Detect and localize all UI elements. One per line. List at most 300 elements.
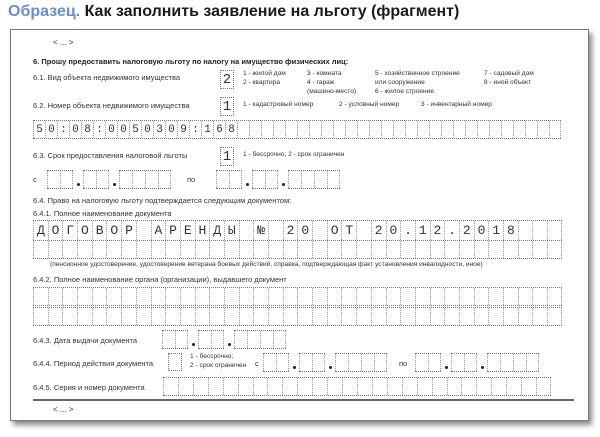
char-cell — [518, 221, 533, 240]
char-cell: 8 — [503, 221, 518, 240]
s61-opt-3: 3 - комната — [307, 70, 342, 77]
char-cell: 0 — [141, 121, 153, 138]
char-cell — [301, 171, 314, 188]
char-cell — [151, 288, 166, 305]
char-cell: Д — [209, 221, 224, 240]
char-cell — [312, 288, 327, 305]
char-cell: . — [400, 221, 415, 240]
char-cell — [163, 378, 178, 395]
date-separator-dot — [293, 366, 296, 369]
issuer-field-2[interactable] — [33, 307, 562, 326]
char-cell — [136, 221, 151, 240]
s641-label: 6.4.1. Полное наименование документа — [33, 209, 172, 218]
char-cell — [537, 121, 549, 138]
char-cell — [386, 308, 401, 325]
char-cell — [261, 121, 273, 138]
char-cell — [459, 241, 474, 258]
s643-label: 6.4.3. Дата выдачи документа — [33, 336, 138, 345]
char-cell — [447, 378, 462, 395]
char-cell: 5 — [33, 121, 45, 138]
char-cell: 5 — [129, 121, 141, 138]
s62-value-field[interactable]: 1 — [220, 97, 234, 116]
char-cell — [239, 288, 254, 305]
document-name-field[interactable] — [33, 220, 562, 241]
char-cell — [132, 171, 145, 188]
char-cell — [238, 378, 253, 395]
char-cell: А — [151, 221, 166, 240]
char-cell: 8 — [225, 121, 237, 138]
char-cell — [121, 308, 136, 325]
char-cell — [62, 308, 77, 325]
char-cell — [506, 378, 521, 395]
char-cell — [224, 308, 239, 325]
char-cell: : — [57, 121, 69, 138]
char-cell: 1 — [415, 221, 430, 240]
char-cell — [521, 378, 536, 395]
char-cell — [453, 121, 465, 138]
char-cell — [151, 241, 166, 258]
char-cell: 2 — [371, 221, 386, 240]
date-separator-dot — [228, 343, 231, 346]
date-group[interactable] — [487, 353, 539, 372]
char-cell — [371, 241, 386, 258]
s62-opt-1: 1 - кадастровый номер — [243, 101, 314, 108]
char-cell: Г — [62, 221, 77, 240]
series-number-field[interactable] — [163, 377, 551, 396]
char-cell — [417, 121, 429, 138]
char-cell — [474, 308, 489, 325]
char-cell — [239, 308, 254, 325]
char-cell — [369, 121, 381, 138]
char-cell — [252, 171, 265, 188]
char-cell — [312, 221, 327, 240]
char-cell — [178, 378, 193, 395]
char-cell — [532, 221, 547, 240]
char-cell — [536, 378, 551, 395]
char-cell — [477, 121, 489, 138]
char-cell — [299, 354, 312, 371]
char-cell — [193, 378, 208, 395]
s644-to-label: по — [399, 359, 408, 368]
char-cell — [312, 354, 325, 371]
char-cell — [273, 331, 286, 348]
char-cell: Т — [341, 221, 356, 240]
s61-opt-8: 8 - иной объект — [484, 79, 532, 86]
char-cell: : — [93, 121, 105, 138]
char-cell: Д — [33, 221, 48, 240]
char-cell — [518, 308, 533, 325]
char-cell — [444, 308, 459, 325]
char-cell — [491, 378, 506, 395]
s644-from-label: с — [255, 359, 259, 368]
date-separator-dot — [329, 366, 332, 369]
ellipsis-bottom: < ... > — [53, 405, 74, 414]
char-cell — [224, 288, 239, 305]
s62-opt-2: 2 - условный номер — [339, 101, 400, 108]
char-cell — [312, 308, 327, 325]
char-cell — [487, 354, 500, 371]
char-cell — [489, 121, 501, 138]
char-cell — [162, 331, 175, 348]
char-cell — [405, 121, 417, 138]
char-cell — [341, 241, 356, 258]
char-cell: 9 — [177, 121, 189, 138]
char-cell — [297, 308, 312, 325]
char-cell — [503, 241, 518, 258]
char-cell — [488, 288, 503, 305]
char-cell — [180, 241, 195, 258]
char-cell — [465, 121, 477, 138]
s644-opt-2: 2 - срок ограничен — [190, 362, 247, 369]
char-cell — [501, 121, 513, 138]
char-cell — [503, 308, 518, 325]
char-cell — [488, 241, 503, 258]
date-group[interactable] — [299, 353, 325, 372]
document-name-field-2[interactable] — [33, 240, 562, 259]
char-cell — [268, 288, 283, 305]
char-cell — [282, 378, 297, 395]
char-cell: О — [77, 221, 92, 240]
char-cell — [297, 288, 312, 305]
char-cell: 3 — [153, 121, 165, 138]
date-separator-dot — [77, 183, 80, 186]
char-cell — [180, 288, 195, 305]
char-cell — [253, 378, 268, 395]
char-cell — [175, 331, 188, 348]
char-cell: 1 — [201, 121, 213, 138]
char-cell — [165, 288, 180, 305]
s61-opt-6: 6 - жилое строение — [375, 88, 435, 95]
object-number-field[interactable] — [33, 120, 561, 139]
date-group[interactable] — [119, 170, 171, 189]
char-cell — [341, 288, 356, 305]
char-cell: В — [92, 221, 107, 240]
char-cell — [106, 308, 121, 325]
char-cell — [195, 288, 210, 305]
char-cell: : — [189, 121, 201, 138]
char-cell: 2 — [459, 221, 474, 240]
char-cell — [348, 354, 361, 371]
char-cell: О — [327, 221, 342, 240]
char-cell: 0 — [45, 121, 57, 138]
char-cell — [151, 308, 166, 325]
char-cell — [253, 308, 268, 325]
char-cell — [371, 288, 386, 305]
char-cell: 0 — [69, 121, 81, 138]
char-cell — [547, 308, 562, 325]
char-cell — [547, 241, 562, 258]
char-cell — [297, 241, 312, 258]
char-cell — [62, 241, 77, 258]
char-cell — [268, 241, 283, 258]
date-group[interactable] — [288, 170, 340, 189]
char-cell — [195, 308, 210, 325]
char-cell — [327, 171, 340, 188]
char-cell — [518, 241, 533, 258]
s645-label: 6.4.5. Серия и номер документа — [33, 383, 145, 392]
char-cell — [195, 241, 210, 258]
char-cell: № — [253, 221, 268, 240]
char-cell — [356, 288, 371, 305]
char-cell — [441, 121, 453, 138]
s61-opt-2: 2 - квартира — [243, 79, 281, 86]
char-cell — [356, 241, 371, 258]
char-cell: О — [48, 221, 63, 240]
char-cell: 0 — [386, 221, 401, 240]
char-cell — [237, 121, 249, 138]
date-separator-dot — [192, 343, 195, 346]
char-cell — [356, 221, 371, 240]
char-cell — [415, 288, 430, 305]
char-cell — [513, 121, 525, 138]
date-group[interactable] — [47, 170, 73, 189]
s61-value-field[interactable]: 2 — [220, 70, 234, 89]
char-cell — [209, 308, 224, 325]
char-cell — [393, 121, 405, 138]
char-cell — [276, 354, 289, 371]
char-cell: 0 — [165, 121, 177, 138]
char-cell: . — [444, 221, 459, 240]
char-cell — [253, 288, 268, 305]
char-cell — [357, 378, 372, 395]
char-cell — [372, 378, 387, 395]
char-cell — [321, 121, 333, 138]
char-cell — [430, 308, 445, 325]
char-cell — [461, 378, 476, 395]
char-cell: О — [106, 221, 121, 240]
char-cell — [48, 288, 63, 305]
char-cell — [33, 288, 48, 305]
s644-value-field[interactable] — [168, 353, 182, 371]
char-cell — [223, 378, 238, 395]
s61-opt-5: 5 - хозяйственное строение — [375, 70, 460, 77]
char-cell — [145, 171, 158, 188]
char-cell — [335, 354, 348, 371]
s61-opt-1: 1 - жилой дом — [243, 70, 286, 77]
char-cell — [273, 121, 285, 138]
char-cell — [47, 171, 60, 188]
char-cell — [33, 241, 48, 258]
char-cell — [474, 288, 489, 305]
char-cell — [267, 378, 282, 395]
char-cell — [216, 171, 229, 188]
char-cell — [260, 331, 273, 348]
char-cell — [198, 331, 211, 348]
char-cell — [239, 221, 254, 240]
char-cell — [106, 288, 121, 305]
char-cell — [513, 354, 526, 371]
date-separator-dot — [246, 183, 249, 186]
char-cell — [297, 121, 309, 138]
char-cell: 0 — [297, 221, 312, 240]
char-cell — [136, 241, 151, 258]
char-cell: 0 — [105, 121, 117, 138]
char-cell — [309, 121, 321, 138]
char-cell: 8 — [81, 121, 93, 138]
char-cell: 2 — [430, 221, 445, 240]
char-cell — [415, 308, 430, 325]
char-cell — [327, 288, 342, 305]
char-cell — [62, 288, 77, 305]
date-group[interactable] — [415, 353, 441, 372]
char-cell — [253, 241, 268, 258]
date-group[interactable] — [234, 330, 286, 349]
char-cell: 6 — [213, 121, 225, 138]
char-cell — [386, 288, 401, 305]
form-sheet — [10, 29, 589, 421]
char-cell — [263, 354, 276, 371]
char-cell — [451, 354, 464, 371]
char-cell — [526, 354, 539, 371]
char-cell — [415, 241, 430, 258]
char-cell — [283, 308, 298, 325]
char-cell — [342, 378, 357, 395]
doc-hint: (пенсионное удостоверение, удостоверение ветерана боевых действий, справка, подтверждающая факт установления инвалидности, иное) — [50, 261, 483, 268]
char-cell — [224, 241, 239, 258]
char-cell — [48, 308, 63, 325]
char-cell — [549, 121, 561, 138]
char-cell — [327, 241, 342, 258]
s63-value-field[interactable]: 1 — [220, 147, 234, 166]
date-group[interactable] — [263, 353, 289, 372]
date-separator-dot — [445, 366, 448, 369]
char-cell — [464, 354, 477, 371]
char-cell — [312, 241, 327, 258]
char-cell — [136, 288, 151, 305]
s62-opt-3: 3 - инвентарный номер — [421, 101, 492, 108]
char-cell — [312, 378, 327, 395]
char-cell — [33, 308, 48, 325]
char-cell — [503, 288, 518, 305]
char-cell: 2 — [283, 221, 298, 240]
char-cell — [158, 171, 171, 188]
char-cell — [429, 121, 441, 138]
char-cell — [444, 241, 459, 258]
char-cell — [285, 121, 297, 138]
char-cell — [121, 288, 136, 305]
date-group[interactable] — [83, 170, 109, 189]
date-group[interactable] — [451, 353, 477, 372]
char-cell — [119, 171, 132, 188]
char-cell: Р — [165, 221, 180, 240]
page-title — [8, 3, 459, 21]
char-cell: Н — [195, 221, 210, 240]
char-cell — [249, 121, 261, 138]
char-cell — [357, 121, 369, 138]
char-cell — [229, 171, 242, 188]
char-cell — [121, 241, 136, 258]
date-group[interactable] — [216, 170, 242, 189]
char-cell — [415, 354, 428, 371]
char-cell — [532, 308, 547, 325]
char-cell — [211, 331, 224, 348]
char-cell — [500, 354, 513, 371]
char-cell — [400, 288, 415, 305]
char-cell — [547, 288, 562, 305]
char-cell — [361, 354, 374, 371]
s644-label: 6.4.4. Период действия документа — [33, 359, 154, 368]
char-cell — [417, 378, 432, 395]
char-cell — [265, 171, 278, 188]
date-group[interactable] — [335, 353, 387, 372]
char-cell — [430, 288, 445, 305]
char-cell — [247, 331, 260, 348]
date-group[interactable] — [198, 330, 224, 349]
char-cell: Р — [121, 221, 136, 240]
char-cell — [77, 241, 92, 258]
s63-hint: 1 - бессрочно; 2 - срок ограничен — [243, 151, 345, 158]
title-text: Как заполнить заявление на льготу (фрагмент) — [84, 3, 460, 20]
char-cell — [239, 241, 254, 258]
s644-opt-1: 1 - бессрочно; — [190, 353, 234, 360]
char-cell — [48, 241, 63, 258]
char-cell — [476, 378, 491, 395]
date-group[interactable] — [252, 170, 278, 189]
char-cell — [430, 241, 445, 258]
char-cell — [532, 241, 547, 258]
char-cell — [283, 241, 298, 258]
char-cell — [165, 308, 180, 325]
char-cell — [374, 354, 387, 371]
s64-label: 6.4. Право на налоговую льготу подтверждается следующим документом: — [33, 196, 292, 205]
char-cell — [283, 288, 298, 305]
char-cell — [92, 288, 107, 305]
title-accent: Образец. — [8, 3, 81, 20]
char-cell — [547, 221, 562, 240]
s61-opt-7: 7 - садовый дом — [484, 70, 534, 77]
date-group[interactable] — [162, 330, 188, 349]
char-cell — [180, 308, 195, 325]
s642-label: 6.4.2. Полное наименование органа (организации), выдавшего документ — [33, 275, 287, 284]
char-cell — [432, 378, 447, 395]
char-cell — [314, 171, 327, 188]
char-cell: Е — [180, 221, 195, 240]
char-cell — [386, 241, 401, 258]
char-cell — [356, 308, 371, 325]
char-cell — [333, 121, 345, 138]
char-cell — [327, 378, 342, 395]
date-separator-dot — [481, 366, 484, 369]
char-cell — [381, 121, 393, 138]
char-cell — [400, 308, 415, 325]
section-6-heading: 6. Прошу предоставить налоговую льготу по налогу на имущество физических лиц: — [33, 57, 349, 66]
char-cell: 0 — [117, 121, 129, 138]
s63-from-label: с — [33, 175, 37, 184]
char-cell — [208, 378, 223, 395]
char-cell — [327, 308, 342, 325]
char-cell — [96, 171, 109, 188]
s61-label: 6.1. Вид объекта недвижимого имущества — [33, 73, 181, 82]
char-cell — [288, 171, 301, 188]
char-cell — [400, 241, 415, 258]
issuer-field-1[interactable] — [33, 287, 562, 306]
char-cell: 1 — [488, 221, 503, 240]
char-cell — [474, 241, 489, 258]
date-separator-dot — [113, 183, 116, 186]
char-cell — [92, 308, 107, 325]
s63-label: 6.3. Срок предоставления налоговой льготы — [33, 151, 188, 160]
char-cell — [341, 308, 356, 325]
char-cell — [60, 171, 73, 188]
char-cell — [92, 241, 107, 258]
char-cell — [83, 171, 96, 188]
char-cell — [297, 378, 312, 395]
char-cell — [268, 308, 283, 325]
char-cell — [209, 288, 224, 305]
char-cell — [106, 241, 121, 258]
s62-label: 6.2. Номер объекта недвижимого имущества — [33, 101, 190, 110]
char-cell — [518, 288, 533, 305]
